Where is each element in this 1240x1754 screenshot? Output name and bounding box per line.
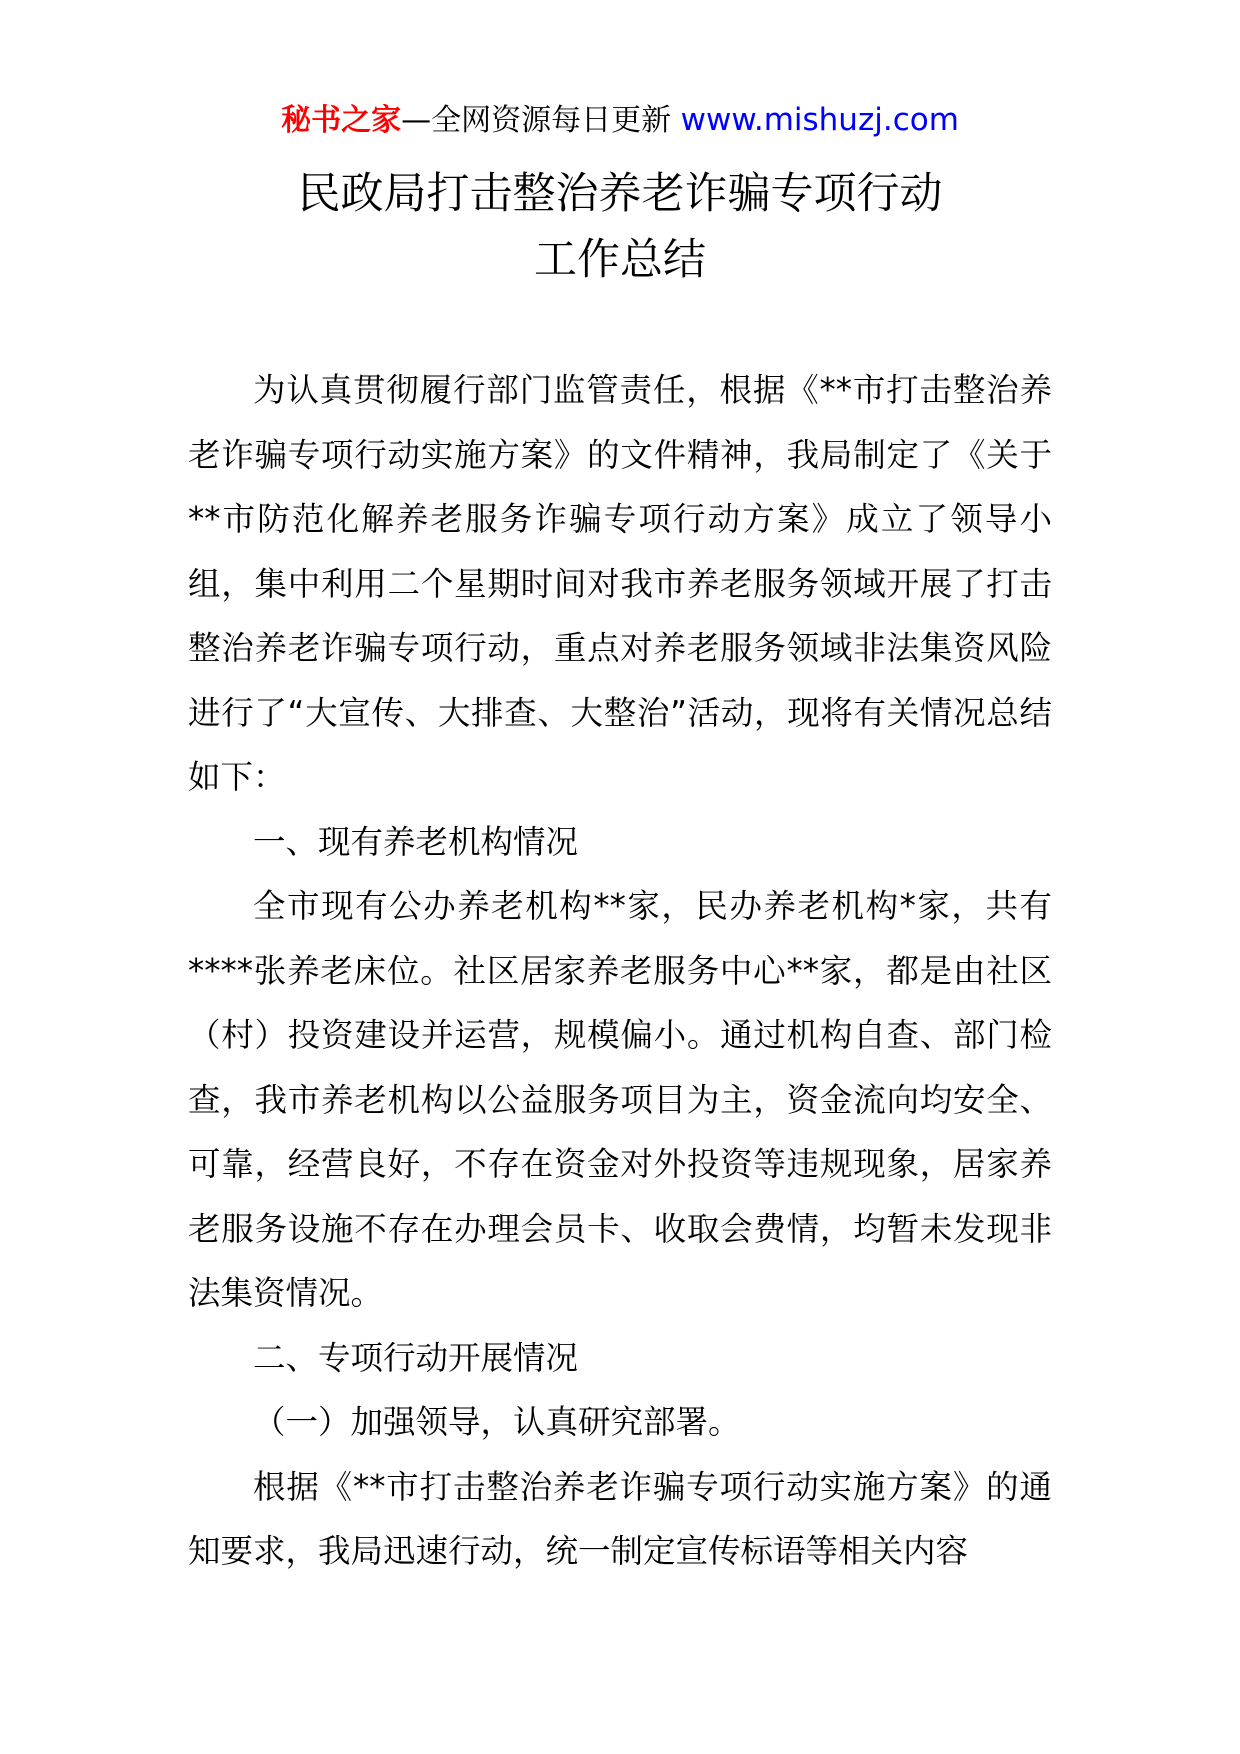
subsection-1-paragraph: 根据《**市打击整治养老诈骗专项行动实施方案》的通知要求，我局迅速行动，统一制定宣传标语等相关内容	[188, 1467, 1052, 1570]
document-body	[188, 358, 1052, 1584]
document-title-line-1: 民政局打击整治养老诈骗专项行动	[297, 169, 943, 219]
document-title-line-2: 工作总结	[534, 235, 706, 285]
section-1-paragraph: 全市现有公办养老机构**家，民办养老机构*家，共有****张养老床位。社区居家养老服务中心**家，都是由社区（村）投资建设并运营，规模偏小。通过机构自查、部门检查，我市养老机构以公益服务项目为主，资金流向均安全、可靠，经营良好，不存在资金对外投资等违规现象，居家养老服务设施不存在办理会员卡、收取会费情，均暂未发现非法集资情况。	[188, 887, 1052, 1312]
brand-name: 秘书之家	[281, 103, 402, 138]
header-tagline: —全网资源每日更新	[401, 103, 672, 138]
site-url-link[interactable]: www.mishuzj.com	[680, 102, 959, 138]
section-heading-1: 一、现有养老机构情况	[253, 822, 579, 861]
intro-paragraph: 为认真贯彻履行部门监管责任，根据《**市打击整治养老诈骗专项行动实施方案》的文件精神，我局制定了《关于**市防范化解养老服务诈骗专项行动方案》成立了领导小组，集中利用二个星期时间对我市养老服务领域开展了打击整治养老诈骗专项行动，重点对养老服务领域非法集资风险进行了“大宣传、大排查、大整治”活动，现将有关情况总结如下：	[188, 371, 1052, 796]
section-heading-2: 二、专项行动开展情况	[253, 1338, 579, 1377]
subsection-heading-1: （一）加强领导，认真研究部署。	[253, 1403, 741, 1441]
site-header	[0, 100, 1240, 141]
